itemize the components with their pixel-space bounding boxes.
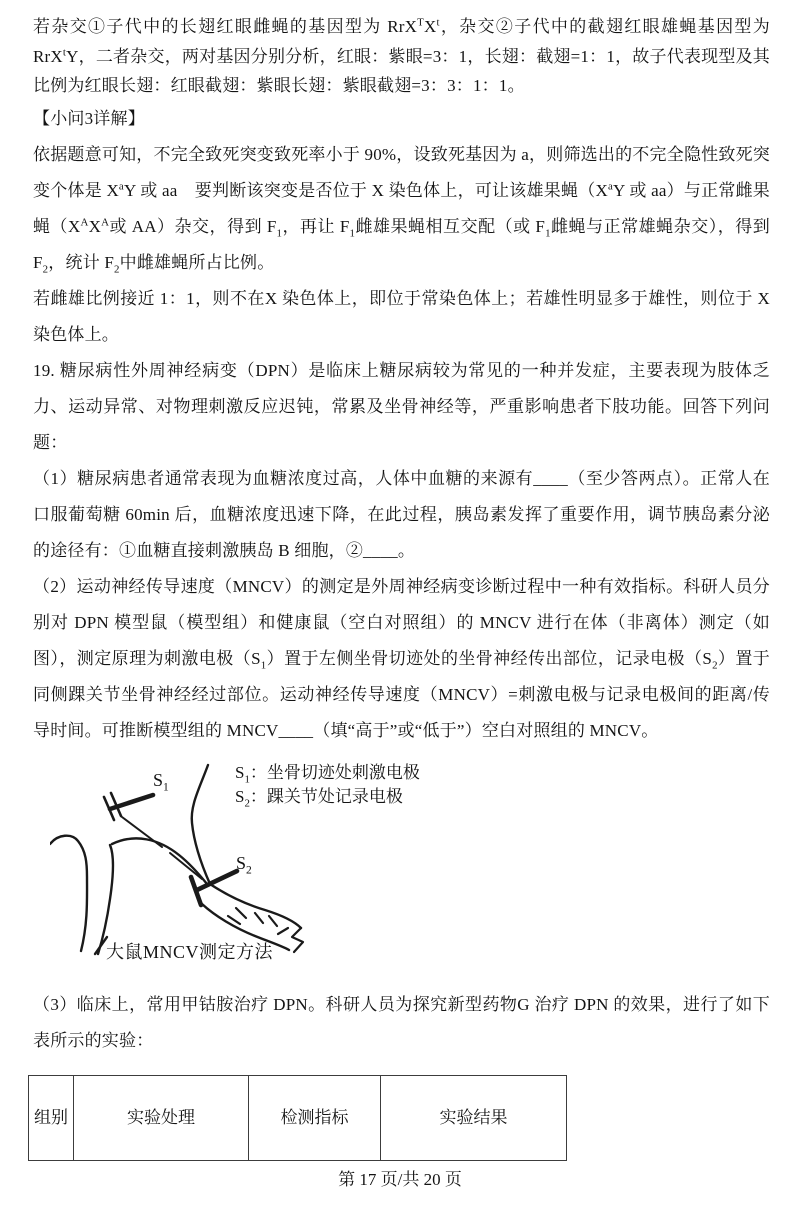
figure-legend-s2: $S_2$：踝关节处记录电极 — [235, 786, 403, 809]
electrode-s2-label: $S_2$ — [236, 852, 252, 877]
electrode-s1-label: $S_1$ — [153, 769, 169, 794]
table-header-row — [29, 1075, 567, 1160]
column-header-result: 实验结果 — [381, 1075, 567, 1160]
paragraph-detail-body: 依据题意可知，不完全致死突变致死率小于 90%，设致死基因为 a，则筛选出的不完全隐性致死突变个体是 $X^aY$ 或 aa 要判断该突变是否位于 X 染色体上，可让该雄果蝇（$X^aY$ 或 aa）与正常雌果蝇（$X^AX^A$或 AA）杂交，得到 $F_1$，再让 $F_1$雌雄果蝇相互交配（或 $F_1$雌蝇与正常雄蝇杂交），得到 $F_2$，统计 $F_2$中雌雄蝇所占比例。 — [33, 144, 771, 275]
mncv-measurement-figure — [50, 757, 480, 975]
page-number-footer: 第 17 页/共 20 页 — [338, 1170, 462, 1189]
figure-caption: 大鼠MNCV测定方法 — [106, 941, 274, 962]
paragraph-question-19-2: （2）运动神经传导速度（MNCV）的测定是外周神经病变诊断过程中一种有效指标。科研人员分别对 DPN 模型鼠（模型组）和健康鼠（空白对照组）的 MNCV 进行在体（非离体）测定（如图），测定原理为刺激电极$(S_1)$置于左侧坐骨切迹处的坐骨神经传出部位，记录电极$(S_2)$置于同侧踝关节坐骨神经经过部位。运动神经传导速度（MNCV）=刺激电极与记录电极间的距离/传导时间。可推断模型组的 MNCV____（填“高于”或“低于”）空白对照组的 MNCV。 — [33, 576, 770, 740]
figure-legend-s1: $S_1$：坐骨切迹处刺激电极 — [235, 762, 420, 785]
paragraph-question-19-3: （3）临床上，常用甲钴胺治疗 DPN。科研人员为探究新型药物G 治疗 DPN 的效果，进行了如下表所示的实验： — [33, 994, 770, 1050]
section-heading-detail-3: 【小问3详解】 — [33, 108, 145, 128]
paragraph-cross-analysis: 若杂交①子代中的长翅红眼雌蝇的基因型为 $RrX^TX^t$，杂交②子代中的截翅红眼雄蝇基因型为 RrX$^t$Y，二者杂交，两对基因分别分析，红眼：紫眼=3：1，长翅：截翅=1：1，故子代表现型及其比例为红眼长翅：红眼截翅：紫眼长翅：紫眼截翅=3：3：1：1。 — [33, 16, 770, 95]
paragraph-question-19-intro: 19. 糖尿病性外周神经病变（DPN）是临床上糖尿病较为常见的一种并发症，主要表现为肢体乏力、运动异常、对物理刺激反应迟钝，常累及坐骨神经等，严重影响患者下肢功能。回答下列问题： — [33, 360, 770, 452]
experiment-table — [28, 1075, 567, 1161]
paragraph-ratio-conclusion: 若雌雄比例接近 1：1，则不在X 染色体上，即位于常染色体上；若雄性明显多于雄性，则位于 X 染色体上。 — [33, 288, 770, 344]
column-header-index: 检测指标 — [249, 1075, 381, 1160]
column-header-process: 实验处理 — [74, 1075, 249, 1160]
column-header-group: 组别 — [29, 1075, 74, 1160]
paragraph-question-19-1: （1）糖尿病患者通常表现为血糖浓度过高，人体中血糖的来源有____（至少答两点）。正常人在口服葡萄糖 60min 后，血糖浓度迅速下降，在此过程，胰岛素发挥了重要作用，调节胰岛素分泌的途径有：①血糖直接刺激胰岛 B 细胞，②____。 — [33, 468, 770, 560]
